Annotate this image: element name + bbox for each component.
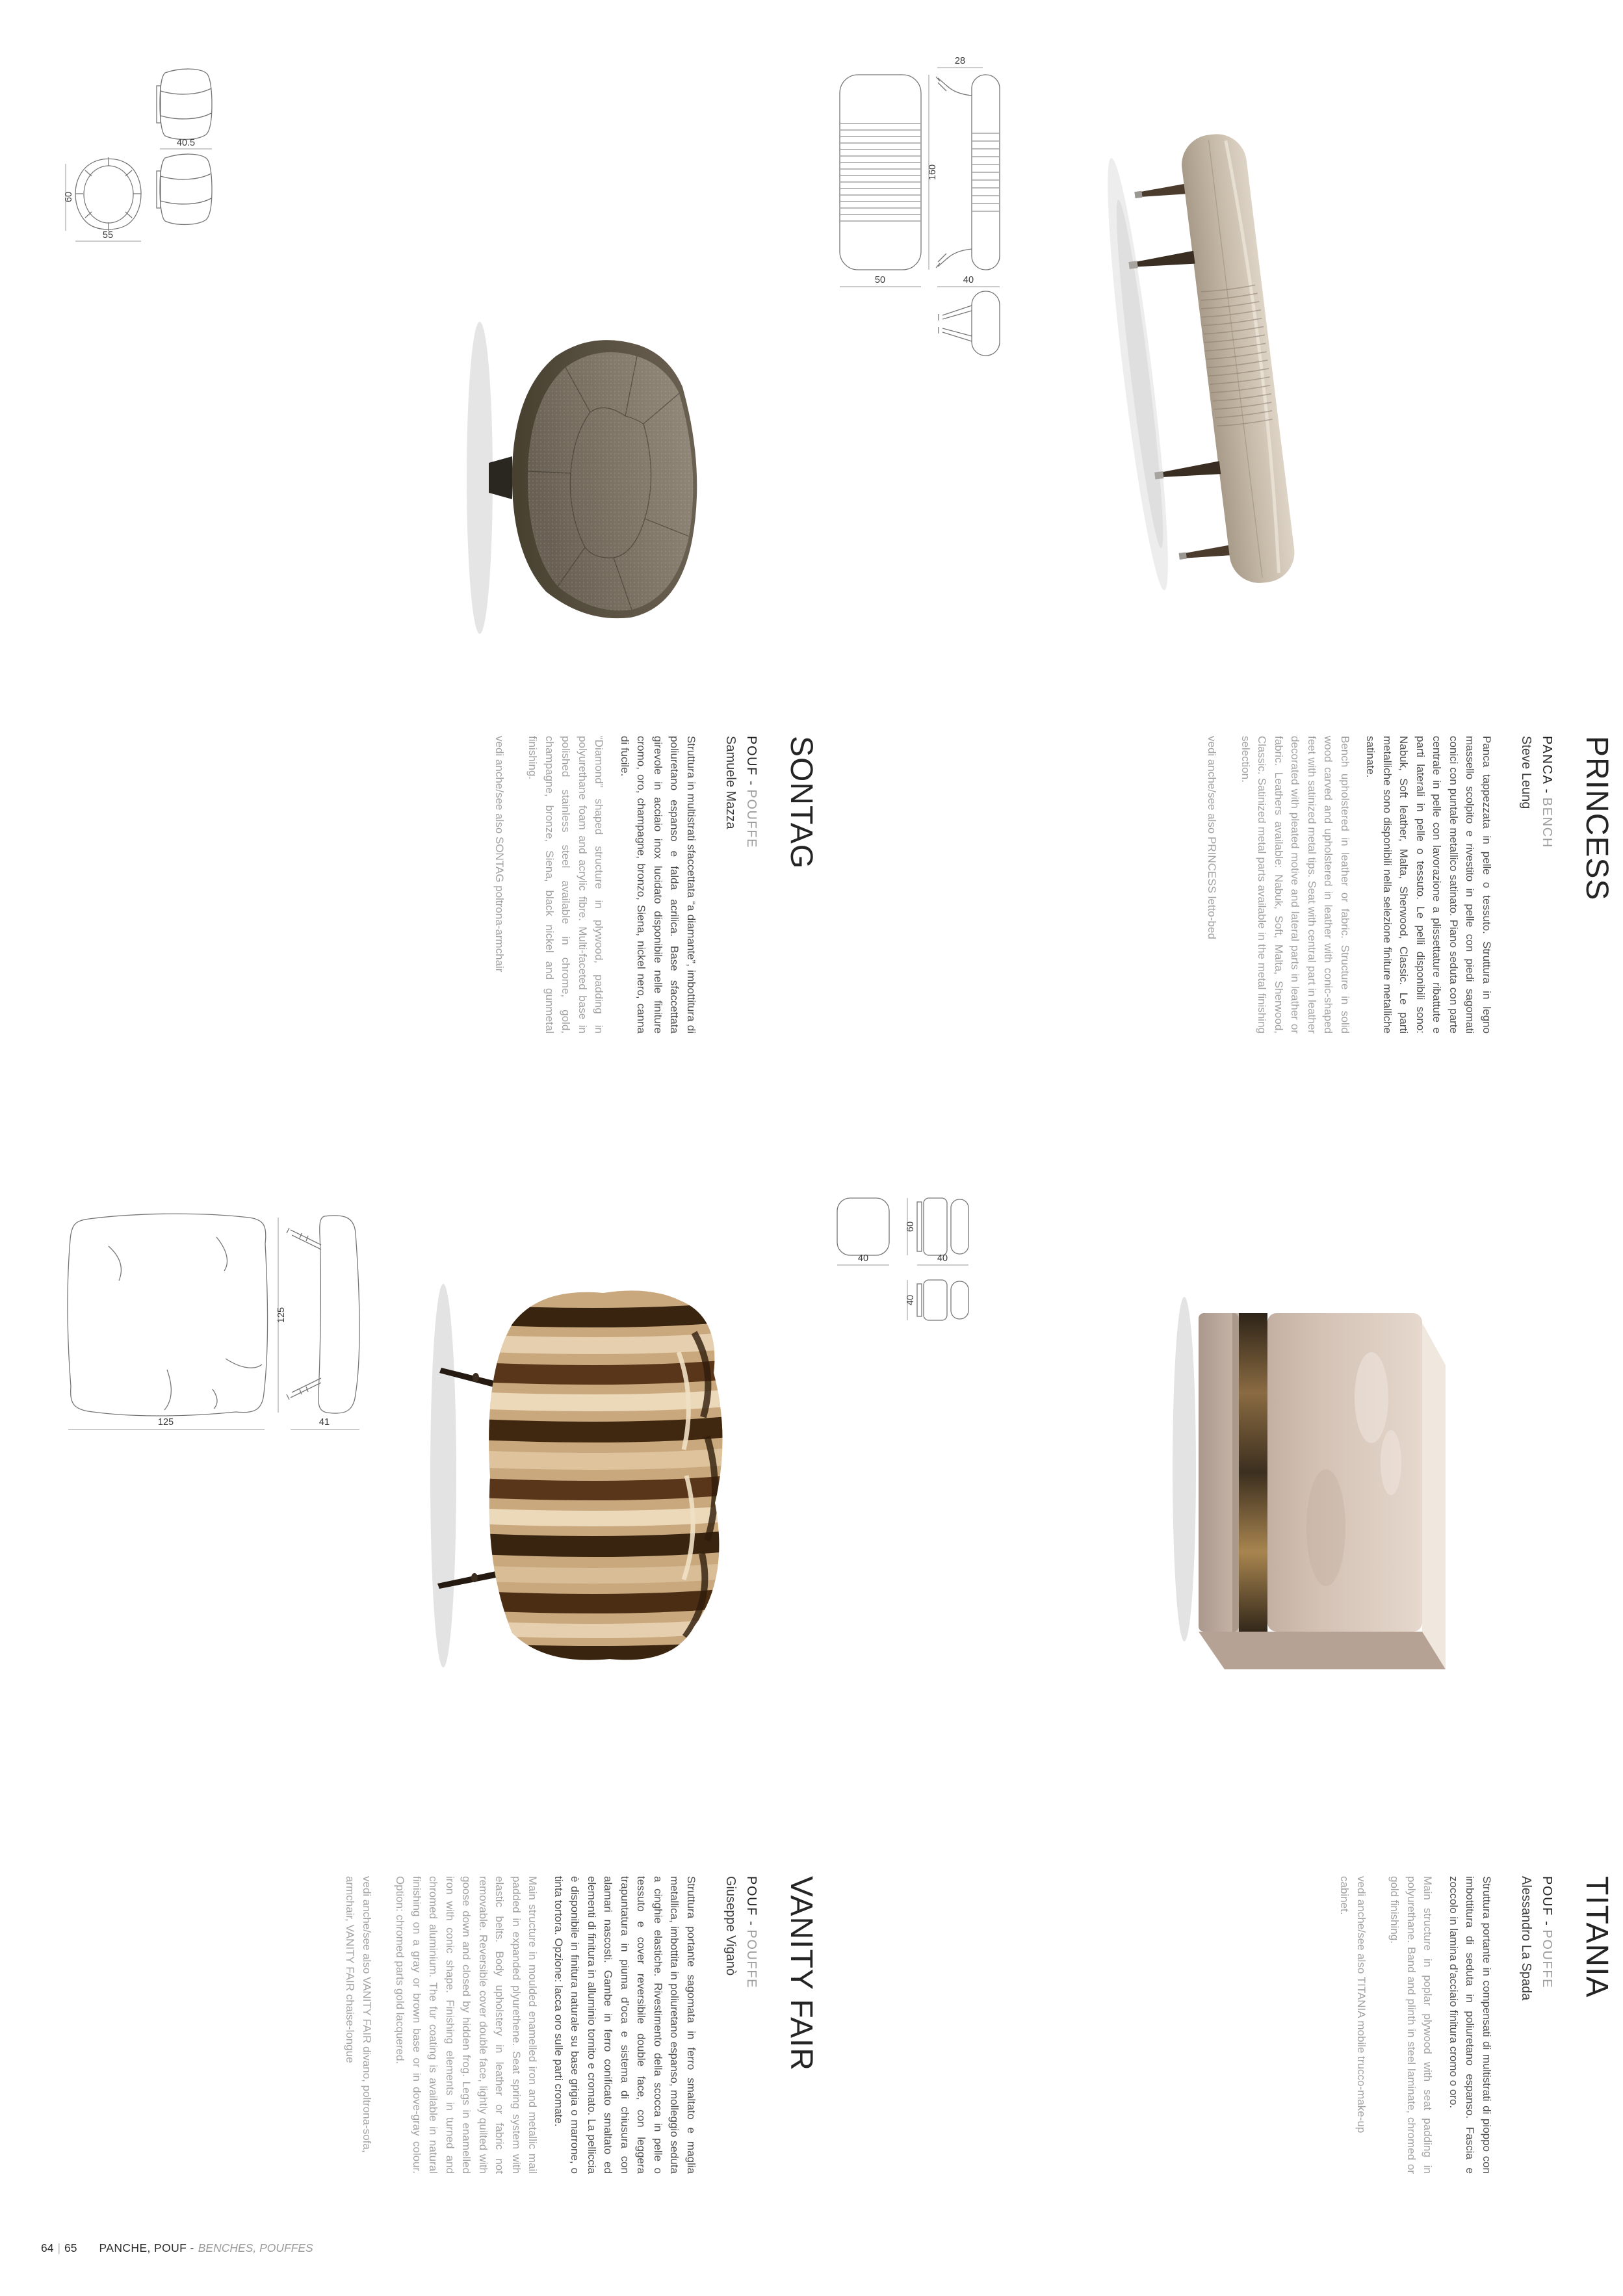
dimension-label: 60 <box>64 191 74 203</box>
page-footer <box>41 2241 313 2255</box>
product-title-princess: PRINCESS <box>1579 736 1614 901</box>
vanity-fair-pouf-illustration <box>416 1203 741 1755</box>
product-title-sontag: SONTAG <box>784 736 818 870</box>
dimension-label: 160 <box>928 164 938 181</box>
section-title-english: BENCHES, POUFFES <box>198 2241 313 2254</box>
product-category: PANCA -BENCH <box>1539 736 1554 848</box>
vanity-fair-text-block <box>333 1876 817 2174</box>
description-english: Bench upholstered in leather or fabric. Structure in solid wood carved and upholstered in leather with conic-shaped feet with satinized metal tips. Seat with central part in leather decorated with pleated motive and lateral parts in leather or fabric. Leathers available: Nabuk, Soft, Malta, Sherwood, Classic. Satinized metal parts available in the metal finishing selection. <box>1239 736 1351 1034</box>
product-designer: Alessandro La Spada <box>1518 1876 1533 2001</box>
see-also-note: vedi anche/see also TITANIA mobile trucco-make-up cabinet. <box>1338 1876 1368 2133</box>
description-italian: Struttura portante in compensati di multistrati di pioppo con imbottitura di seduta in poliuretano espanso. Fascia e zoccolo in lamina d’acciaio finitura cromo o oro. <box>1447 1876 1493 2174</box>
vanity-fair-photo <box>416 1203 741 1755</box>
section-title-italian: PANCHE, POUF - <box>99 2241 194 2254</box>
dimension-label: 50 <box>874 275 886 285</box>
page-number-left: 64 <box>41 2241 54 2254</box>
product-designer: Steve Leung <box>1518 736 1533 809</box>
product-designer: Giuseppe Viganò <box>723 1876 738 1976</box>
princess-text-block <box>1195 736 1613 1034</box>
description-italian: Struttura in multistrati sfaccettata “a diamante”, imbottitura di poliuretano espanso e falda acrilica. Base sfaccettata girevole in acciaio inox lucidato disponibile nelle finiture cromo, oro, champagne, bronzo, Siena, nickel nero, canna di fucile. <box>618 736 697 1034</box>
dimension-label: 40 <box>937 1253 948 1264</box>
description-italian: Struttura portante sagomata in ferro smaltato e maglia metallica, imbottita in poliuretano espanso, molleggio seduta a cinghie elastiche. Rivestimento della scocca in pelle o tessuto e cover reversibile double face, con leggera trapuntatura in piuma d’oca e sistema di chiusura con alamari nascosti. Gambe in ferro conificato smaltato ed elementi di finitura in alluminio tornito e cromato. La pelliccia è disponibile in finitura naturale su base grigia o marrone, o tinta tortora. Opzione: lacca oro sulle parti cromate. <box>552 1876 697 2174</box>
princess-technical-drawing <box>832 55 1007 364</box>
dimension-label: 55 <box>102 230 114 241</box>
see-also-note: vedi anche/see also PRINCESS letto-bed <box>1206 736 1219 939</box>
product-title-titania: TITANIA <box>1579 1876 1614 1998</box>
vanity-fair-technical-drawing <box>62 1206 374 1443</box>
dimension-label: 125 <box>157 1417 174 1428</box>
description-italian: Panca tappezzata in pelle o tessuto. Struttura in legno massello scolpito e rivestito in pelle con piedi sagomati conici con puntale metallico satinato. Piano seduta con parte centrale in pelle con lavorazione a plissettature ribattute e parti laterali in pelle o tessuto. Le pelli disponibili sono: Nabuk, Soft leather, Malta, Sherwood, Classic. Le parti metalliche sono disponibili nella selezione finiture metalliche satinate. <box>1364 736 1493 1034</box>
see-also-note: vedi anche/see also VANITY FAIR divano, poltrona-sofa, armchair, VANITY FAIR chaise-longue <box>344 1876 373 2153</box>
page-number-separator: | <box>57 2241 61 2254</box>
dimension-label: 40 <box>963 275 974 285</box>
product-category: POUF -POUFFE <box>1539 1876 1554 1989</box>
titania-text-block <box>1327 1876 1613 2174</box>
product-designer: Samuele Mazza <box>723 736 738 829</box>
sontag-pouf-illustration <box>448 254 741 702</box>
product-title-vanity-fair: VANITY FAIR <box>784 1876 818 2071</box>
princess-bench-illustration <box>1103 98 1467 624</box>
sontag-photo <box>448 254 741 702</box>
princess-photo <box>1103 98 1467 624</box>
dimension-label: 40 <box>905 1294 916 1306</box>
description-english: Main structure in poplar plywood with seat padding in polyurethane. Band and plinth in steel laminate, chromed or gold finishing. <box>1388 1876 1435 2174</box>
see-also-note: vedi anche/see also SONTAG poltrona-armchair <box>493 736 506 972</box>
dimension-label: 41 <box>318 1417 330 1428</box>
sontag-text-block <box>482 736 817 1034</box>
dimension-label: 40.5 <box>176 138 196 148</box>
titania-pouf-illustration <box>1163 1268 1462 1690</box>
page-number-right: 65 <box>64 2241 77 2254</box>
product-category: POUF -POUFFE <box>744 1876 759 1989</box>
titania-photo <box>1163 1268 1462 1690</box>
description-english: “Diamond” shaped structure in plywood, padding in polyurethane foam and acrylic fibre. Multi-faceted base in polished stainless steel available in chrome, gold, champagne, bronze, Siena, black nickel and gunmetal finishing. <box>526 736 606 1034</box>
description-english: Main structure in moulded enamelled iron and metallic mail padded in expanded plyurethene. Seat spring system with elastic belts. Body upholstery in leather or fabric not removable. Reversible cover double face, lightly quilted with goose down and closed by hidden frog. Legs in enamelled iron with conic shape. Finishing elements in turned and chromed aluminium. The fur coating is available in natural finishing on a gray or brown base or in dove-gray colour. Option: chromed parts gold lacquered. <box>394 1876 539 2174</box>
dimension-label: 125 <box>276 1307 287 1324</box>
dimension-label: 28 <box>954 56 966 66</box>
titania-technical-drawing <box>832 1193 978 1329</box>
sontag-technical-drawing <box>62 59 224 250</box>
product-category: POUF -POUFFE <box>744 736 759 849</box>
dimension-label: 40 <box>857 1253 869 1264</box>
dimension-label: 60 <box>905 1221 916 1233</box>
